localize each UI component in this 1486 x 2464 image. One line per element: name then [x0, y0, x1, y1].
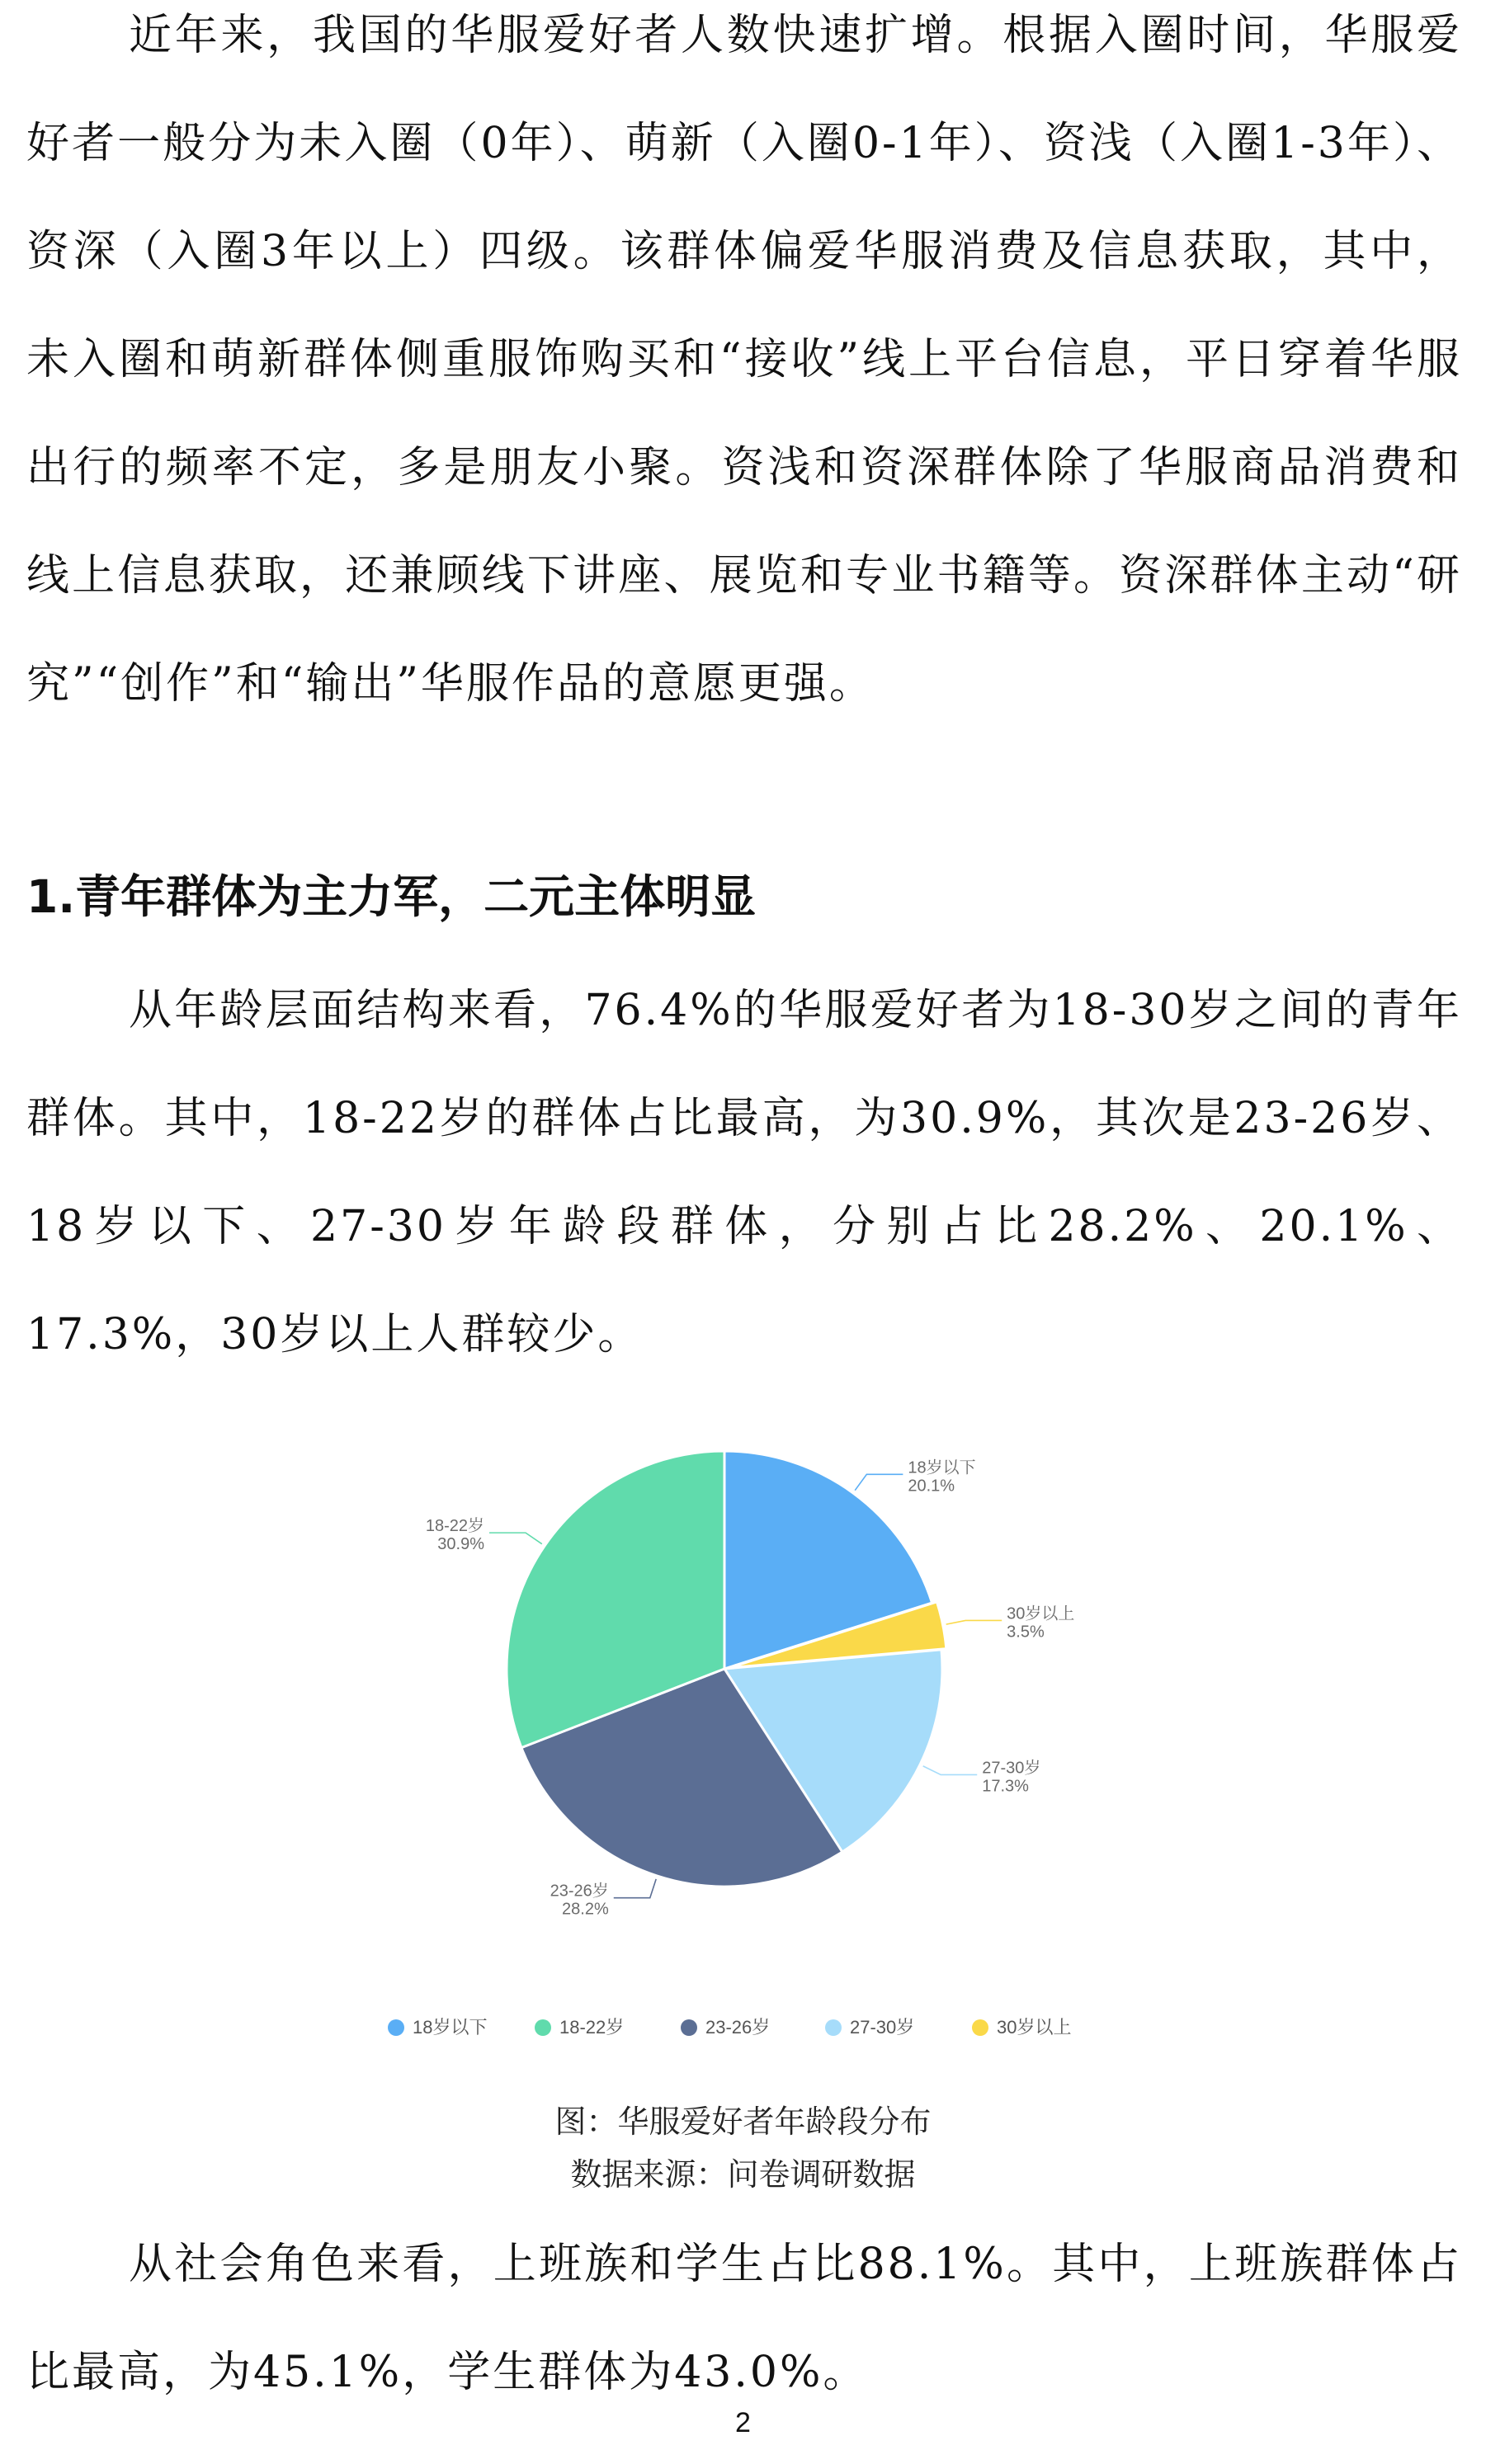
legend-label: 30岁以上	[997, 2017, 1072, 2038]
legend-label: 23-26岁	[705, 2017, 771, 2038]
pie-leader-line	[489, 1533, 542, 1544]
age-paragraph: 从年龄层面结构来看，76.4%的华服爱好者为18-30岁之间的青年群体。其中，18-22岁的群体占比最高，为30.9%，其次是23-26岁、18岁以下、27-30岁年龄段群体，分别占比28.2%、20.1%、17.3%，30岁以上人群较少。	[26, 986, 1462, 1359]
pie-label-value: 17.3%	[982, 1777, 1029, 1796]
pie-leader-line	[946, 1620, 1002, 1624]
legend-marker	[972, 2019, 988, 2036]
pie-label-category: 23-26岁	[550, 1882, 609, 1901]
pie-chart-svg	[363, 1444, 1122, 2071]
pie-label-category: 18-22岁	[425, 1517, 485, 1536]
pie-leader-line	[855, 1474, 903, 1490]
pie-leader-line	[614, 1879, 656, 1898]
pie-label-value: 28.2%	[562, 1900, 609, 1919]
figure-caption: 图：华服爱好者年龄段分布	[554, 2104, 932, 2140]
pie-leader-line	[923, 1766, 978, 1775]
legend-marker	[535, 2019, 551, 2036]
section-heading: 1.青年群体为主力军，二元主体明显	[26, 870, 757, 923]
legend-marker	[825, 2019, 842, 2036]
figure-source: 数据来源：问卷调研数据	[570, 2156, 916, 2193]
role-paragraph: 从社会角色来看，上班族和学生占比88.1%。其中，上班族群体占比最高，为45.1%，学生群体为43.0%。	[26, 2240, 1462, 2397]
legend-label: 18岁以下	[413, 2017, 488, 2038]
pie-label-value: 3.5%	[1007, 1623, 1045, 1642]
pie-label-value: 20.1%	[908, 1477, 955, 1496]
pie-label-category: 30岁以上	[1007, 1604, 1075, 1623]
age-pie-chart	[363, 1444, 1122, 2071]
legend-marker	[681, 2019, 697, 2036]
legend-marker	[388, 2019, 404, 2036]
pie-label-category: 27-30岁	[982, 1759, 1041, 1778]
legend-label: 27-30岁	[850, 2017, 915, 2038]
pie-label-value: 30.9%	[437, 1535, 485, 1554]
page-number: 2	[735, 2407, 751, 2438]
legend-label: 18-22岁	[559, 2017, 625, 2038]
pie-label-category: 18岁以下	[908, 1458, 976, 1477]
intro-paragraph: 近年来，我国的华服爱好者人数快速扩增。根据入圈时间，华服爱好者一般分为未入圈（0年）、萌新（入圈0-1年）、资浅（入圈1-3年）、资深（入圈3年以上）四级。该群体偏爱华服消费及信息获取，其中，未入圈和萌新群体侧重服饰购买和“接收”线上平台信息，平日穿着华服出行的频率不定，多是朋友小聚。资浅和资深群体除了华服商品消费和线上信息获取，还兼顾线下讲座、展览和专业书籍等。资深群体主动“研究”“创作”和“输出”华服作品的意愿更强。	[26, 11, 1462, 709]
